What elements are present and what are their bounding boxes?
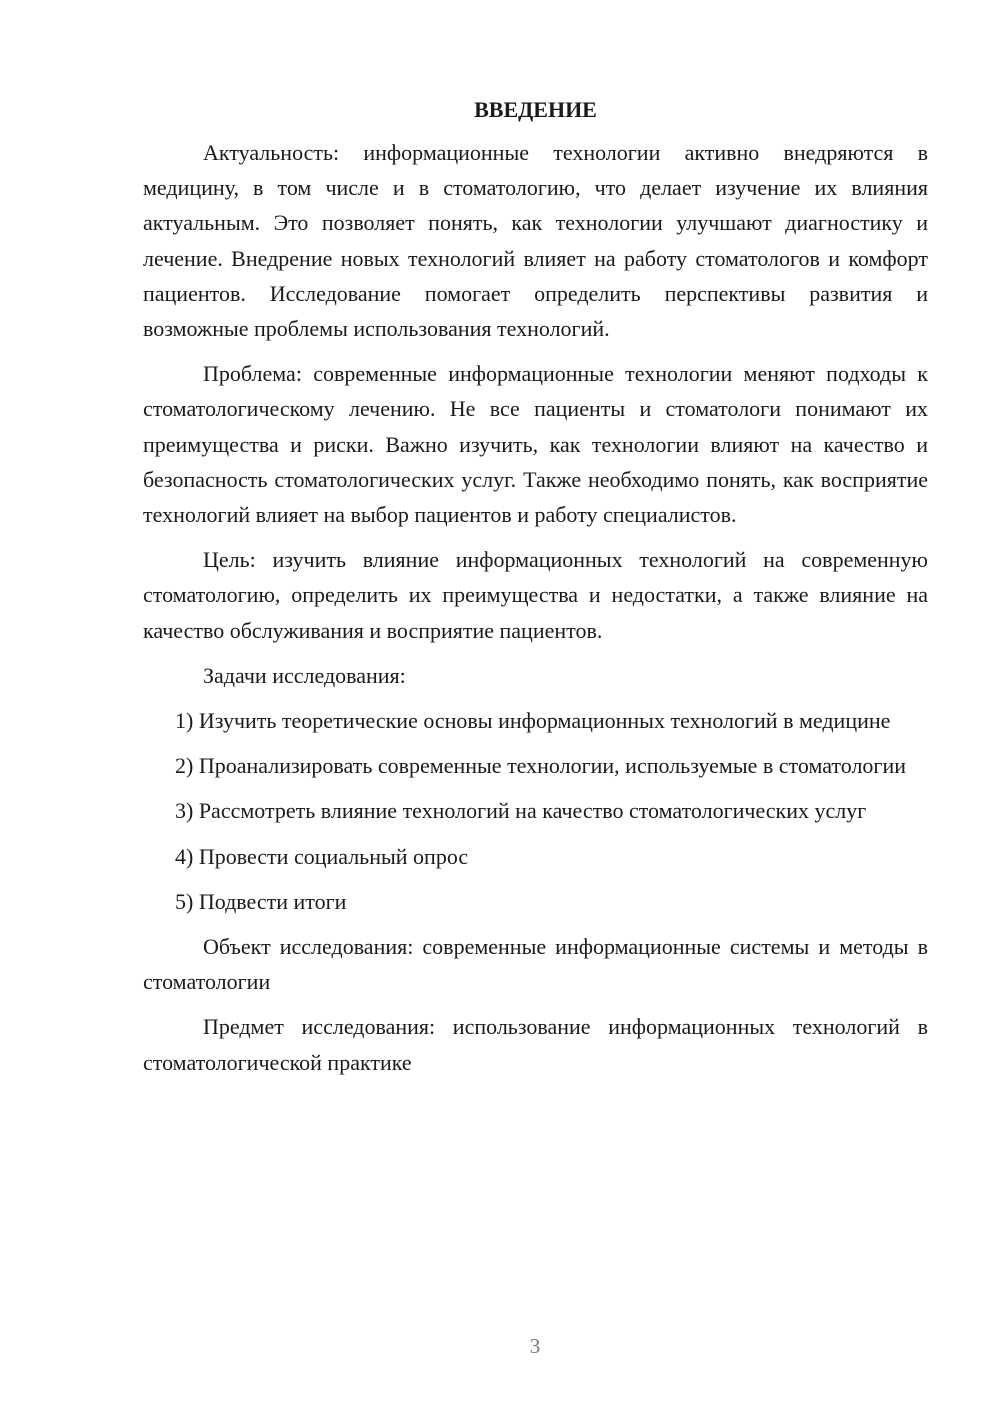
relevance-paragraph: Актуальность: информационные технологии активно внедряются в медицину, в том числе и в стоматологию, что делает изучение их влияния актуальным. Это позволяет понять, как технологии улучшают диагностику и лечение. Внедрение новых технологий влияет на работу стоматологов и комфорт пациентов. Исследование помогает определить перспективы развития и возможные проблемы использования технологий. xyxy=(143,140,928,342)
tasks-list xyxy=(143,703,928,919)
task-item: 3) Рассмотреть влияние технологий на качество стоматологических услуг xyxy=(175,798,867,824)
object-paragraph: Объект исследования: современные информационные системы и методы в стоматологии xyxy=(143,934,928,995)
subject-paragraph: Предмет исследования: использование информационных технологий в стоматологической практике xyxy=(143,1014,928,1075)
problem-paragraph: Проблема: современные информационные технологии меняют подходы к стоматологическому лечению. Не все пациенты и стоматологи понимают их преимущества и риски. Важно изучить, как технологии влияют на качество и безопасность стоматологических услуг. Также необходимо понять, как восприятие технологий влияет на выбор пациентов и работу специалистов. xyxy=(143,361,928,528)
task-item: 4) Провести социальный опрос xyxy=(175,843,469,869)
task-item: 5) Подвести итоги xyxy=(175,888,347,914)
goal-paragraph: Цель: изучить влияние информационных технологий на современную стоматологию, определить их преимущества и недостатки, а также влияние на качество обслуживания и восприятие пациентов. xyxy=(143,547,928,643)
page-number: 3 xyxy=(529,1334,541,1358)
section-title: ВВЕДЕНИЕ xyxy=(474,97,597,122)
task-item: 2) Проанализировать современные технологии, используемые в стоматологии xyxy=(175,753,906,779)
task-item: 1) Изучить теоретические основы информационных технологий в медицине xyxy=(175,708,891,734)
page-content xyxy=(143,95,928,1090)
tasks-heading: Задачи исследования: xyxy=(203,662,406,688)
